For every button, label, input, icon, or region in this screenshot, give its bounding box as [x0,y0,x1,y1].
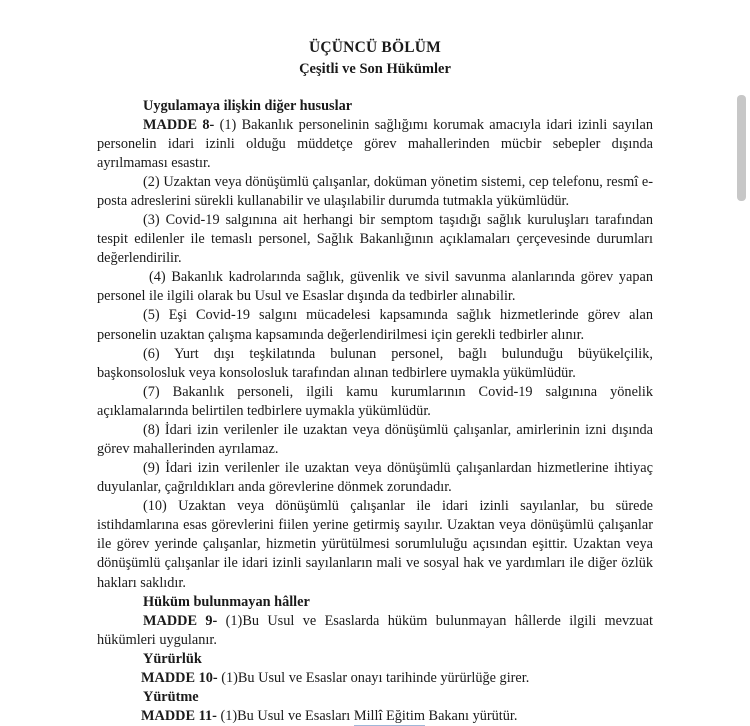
paragraph-text-9: İdari izin verilenler ile uzaktan veya dönüşümlü çalışanlardan hizmetlerine ihtiyaç duyulanlar, çağrıldıkları anda görevlerine dönmek zorundadır. [97,460,653,496]
section-heading-yurutme: Yürütme [143,688,199,705]
paragraph-number-2: (2) [143,173,160,190]
paragraph-2 [97,173,653,211]
paragraph-6 [97,345,653,383]
madde-11-number: (1) [220,707,238,724]
madde-9-text: Bu Usul ve Esaslarda hüküm bulunmayan hâllerde ilgili mevzuat hükümleri uygulanır. [97,612,653,648]
section-heading-hukum-bulunmayan: Hüküm bulunmayan hâller [143,593,310,610]
document-body [97,38,653,726]
paragraph-5 [97,306,653,344]
chapter-subtitle: Çeşitli ve Son Hükümler [299,60,451,77]
paragraph-8 [97,421,653,459]
paragraph-madde-9 [97,612,653,650]
paragraph-text-5: Eşi Covid-19 salgını mücadelesi kapsamında sağlık hizmetlerinde görev alan personelin uzaktan çalışma kapsamında değerlendirilmesi için gerekli tedbirler alınır. [97,307,653,343]
paragraph-text-3: Covid-19 salgınına ait herhangi bir semptom taşıdığı sağlık kuruluşları tarafından tespit edilenler ile temaslı personel, Sağlık Bakanlığının açıklamaları çerçevesinde durumları değerlendirilir. [97,212,654,267]
paragraph-number-3: (3) [143,212,160,229]
paragraph-number-9: (9) [143,460,160,477]
paragraph-number-4: (4) [149,269,166,286]
paragraph-text-2: Uzaktan veya dönüşümlü çalışanlar, doküman yönetim sistemi, cep telefonu, resmî e-posta adreslerini sürekli kullanabilir ve ulaşılabilir durumda tutmakla yükümlüdür. [97,173,653,209]
paragraph-9 [97,459,653,497]
madde-11-text-after: Bakanı yürütür. [424,707,518,724]
paragraph-text-6: Yurt dışı teşkilatında bulunan personel, bağlı bulunduğu büyükelçilik, başkonsolosluk veya konsolosluk tarafından alınan tedbirlere uymakla yükümlüdür. [97,345,653,381]
paragraph-madde-8 [97,116,653,173]
paragraph-text-7: Bakanlık personeli, ilgili kamu kurumlarının Covid-19 salgınına yönelik açıklamalarında belirtilen tedbirlere uymakla yükümlüdür. [97,383,654,419]
paragraph-10 [97,497,653,592]
paragraph-text-1: Bakanlık personelinin sağlığımı korumak amacıyla idari izinli sayılan personelin idari izinli olduğu müddetçe görev mahallerinden mücbir sebepler dışında ayrılmaması esastır. [97,116,653,171]
paragraph-number-6: (6) [143,345,160,362]
madde-label-8: MADDE 8- [143,116,215,133]
madde-10-number: (1) [221,669,238,686]
madde-label-9: MADDE 9- [143,612,218,629]
paragraph-7 [97,383,653,421]
paragraph-number-8: (8) [143,421,160,438]
paragraph-madde-11 [97,707,653,726]
chapter-title: ÜÇÜNCÜ BÖLÜM [309,39,441,56]
paragraph-number-5: (5) [143,307,160,324]
paragraph-4 [97,268,653,306]
paragraph-number-7: (7) [143,383,160,400]
paragraph-madde-10 [97,669,653,688]
madde-9-number: (1) [225,612,243,629]
paragraph-number-10: (10) [143,498,167,515]
paragraph-text-8: İdari izin verilenler ile uzaktan veya dönüşümlü çalışanlar, amirlerinin izni dışında görev mahallerinden ayrılamaz. [97,421,653,457]
madde-label-10: MADDE 10- [141,669,218,686]
madde-11-marked-text: Millî Eğitim [353,707,425,724]
section-heading-uygulamaya: Uygulamaya ilişkin diğer hususlar [143,97,353,114]
paragraph-number-1: (1) [219,116,237,133]
paragraph-3 [97,211,653,268]
vertical-scrollbar-track[interactable] [735,0,750,708]
vertical-scrollbar-thumb[interactable] [737,95,746,201]
paragraph-text-4: Bakanlık kadrolarında sağlık, güvenlik ve sivil savunma alanlarında görev yapan personel ile ilgili olarak bu Usul ve Esaslar dışında da tedbirler alınabilir. [97,269,653,305]
madde-10-text: Bu Usul ve Esaslar onayı tarihinde yürürlüğe girer. [237,669,530,686]
paragraph-text-10: Uzaktan veya dönüşümlü çalışanlar ile idari izinli sayılanlar, bu sürede istihdamlarına esas görevlerini fiilen yerine getirmiş sayılır. Uzaktan veya dönüşümlü çalışanlar ile görev yerinde çalışanlar, hizmetin yürütülmesi sorumluluğu açısından eşittir. Uzaktan veya dönüşümlü çalışanlar ile idari izinli sayılanların mali ve sosyal hak ve yardımları ile diğer özlük hakları saklıdır. [97,498,654,591]
heading-spacer [97,79,653,97]
madde-11-text-before: Bu Usul ve Esasları [237,707,354,724]
section-heading-yururluk: Yürürlük [143,650,202,667]
madde-label-11: MADDE 11- [141,707,217,724]
